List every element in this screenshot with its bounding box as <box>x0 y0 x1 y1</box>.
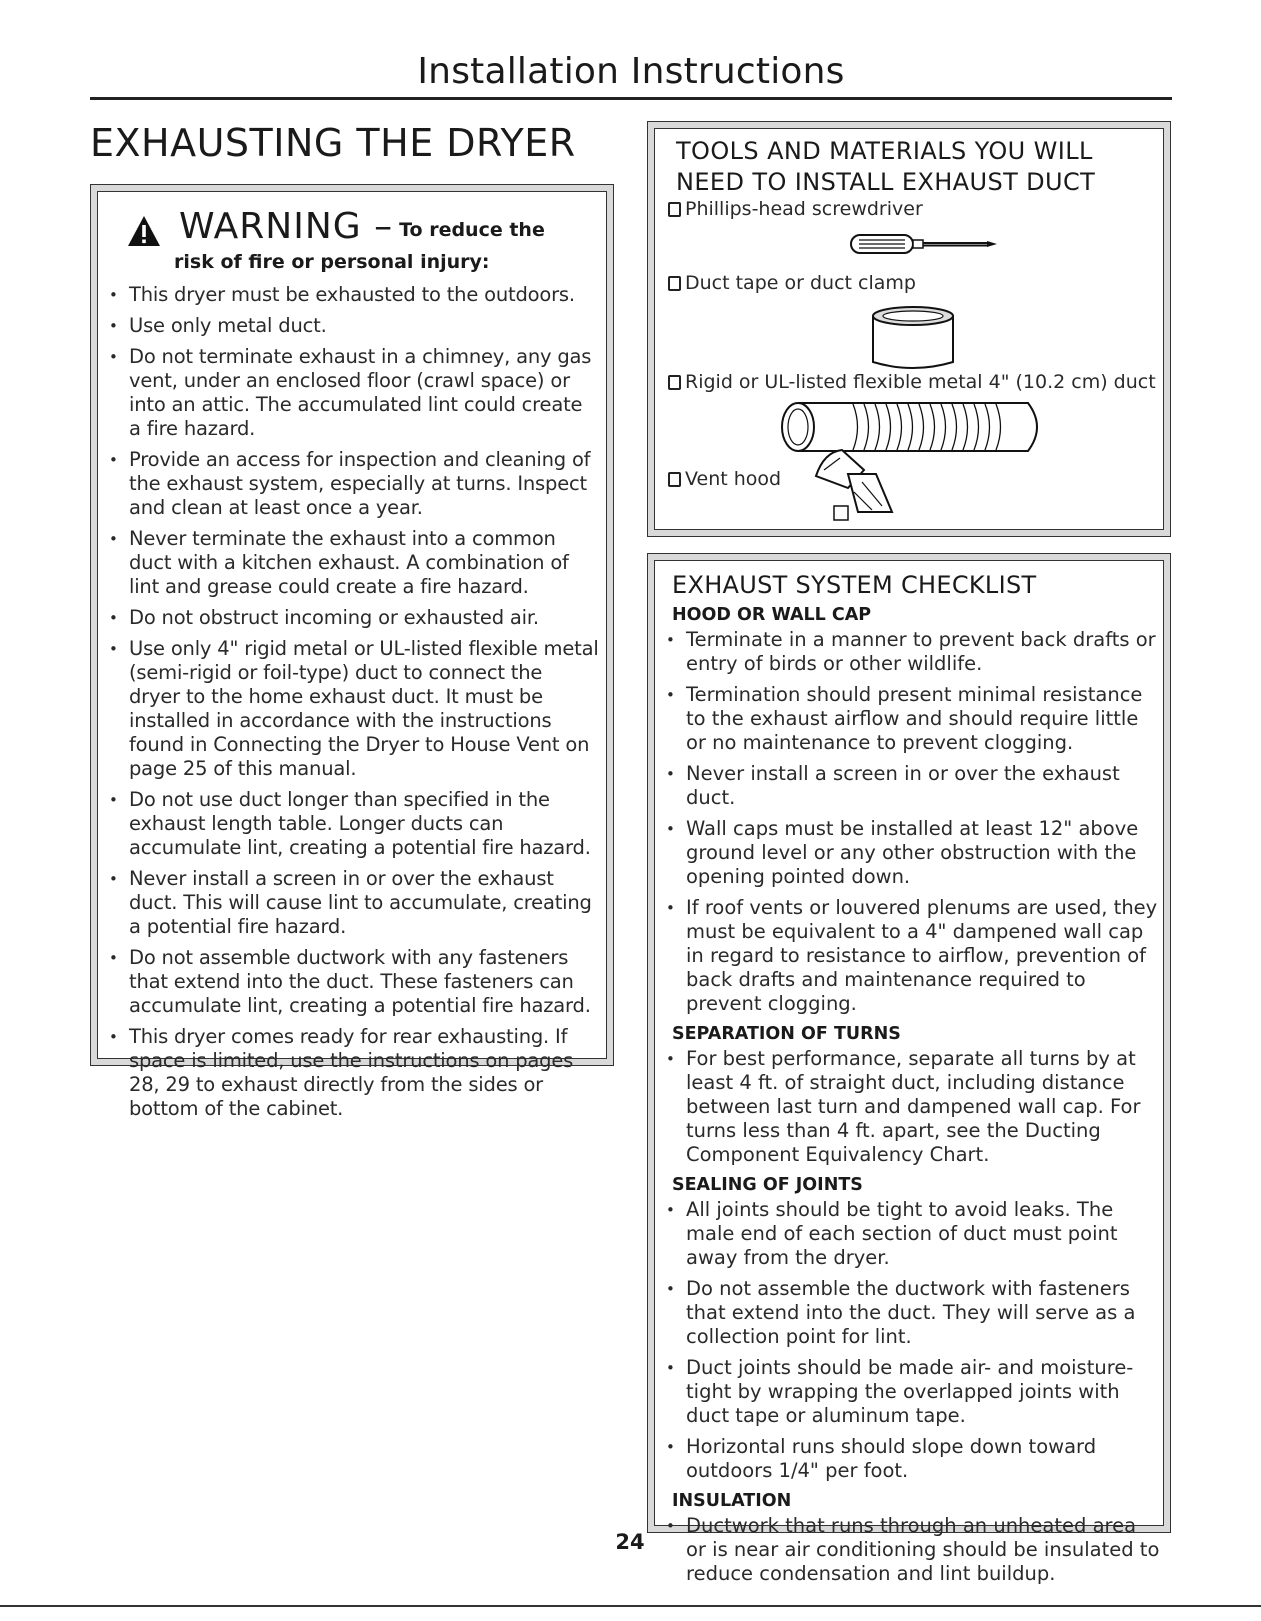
checklist-heading: SEPARATION OF TURNS <box>672 1024 901 1044</box>
warning-item: • Do not use duct longer than specified in the exhaust length table. Longer ducts can accumulate lint, creating a potential fire hazard. <box>97 788 599 860</box>
warning-item: • Provide an access for inspection and cleaning of the exhaust system, especially at turns. Inspect and clean at least once a year. <box>97 448 599 520</box>
checklist-item: • Wall caps must be installed at least 12" above ground level or any other obstruction with the opening pointed down. <box>654 817 1160 889</box>
checkbox-icon <box>668 276 681 291</box>
warning-item: • Use only 4" rigid metal or UL-listed flexible metal (semi-rigid or foil-type) duct to connect the dryer to the home exhaust duct. It must be installed in accordance with the instructions found in Connecting the Dryer to House Vent on page 25 of this manual. <box>97 637 599 781</box>
checkbox-icon <box>668 375 681 390</box>
checklist-item: • All joints should be tight to avoid leaks. The male end of each section of duct must point away from the dryer. <box>654 1198 1160 1270</box>
tool-item-flexible-duct <box>668 371 1156 393</box>
warning-heading <box>127 205 545 255</box>
duct-tape-icon <box>870 304 956 374</box>
checklist-heading: HOOD OR WALL CAP <box>672 605 872 625</box>
screwdriver-icon <box>849 229 999 259</box>
checklist-title: EXHAUST SYSTEM CHECKLIST <box>672 571 1037 599</box>
checklist-item: • Horizontal runs should slope down toward outdoors 1/4" per foot. <box>654 1435 1160 1483</box>
warning-triangle-icon <box>127 215 161 247</box>
checklist-item: • For best performance, separate all turns by at least 4 ft. of straight duct, including distance between last turn and dampened wall cap. For turns less than 4 ft. apart, see the Ducting Component Equivalency Chart. <box>654 1047 1160 1167</box>
checklist-item: • Do not assemble the ductwork with fasteners that extend into the duct. They will serve as a collection point for lint. <box>654 1277 1160 1349</box>
tool-label: Phillips-head screwdriver <box>685 198 923 220</box>
checklist-item: • If roof vents or louvered plenums are used, they must be equivalent to a 4" dampened wall cap in regard to resistance to airflow, prevention of back drafts and maintenance required to prevent clogging. <box>654 896 1160 1016</box>
tool-label: Rigid or UL-listed flexible metal 4" (10.2 cm) duct <box>685 371 1156 393</box>
warning-word: WARNING – <box>179 206 394 247</box>
checklist-heading: INSULATION <box>672 1491 792 1511</box>
checklist-item: • Ductwork that runs through an unheated area or is near air conditioning should be insulated to reduce condensation and lint buildup. <box>654 1514 1160 1586</box>
tool-item-duct-tape <box>668 272 916 294</box>
checklist-box <box>647 553 1171 1585</box>
checklist-list <box>654 1047 1160 1167</box>
tool-label: Vent hood <box>685 468 782 490</box>
checkbox-icon <box>668 472 681 487</box>
tools-title-line1: TOOLS AND MATERIALS YOU WILL <box>676 137 1093 165</box>
checklist-item: • Terminate in a manner to prevent back drafts or entry of birds or other wildlife. <box>654 628 1160 676</box>
checklist-item: • Never install a screen in or over the exhaust duct. <box>654 762 1160 810</box>
checklist-list <box>654 628 1160 1016</box>
vent-hood-icon <box>814 446 894 522</box>
warning-subtitle-line1: To reduce the <box>399 219 545 241</box>
footer-rule <box>0 1605 1261 1607</box>
tools-title-line2: NEED TO INSTALL EXHAUST DUCT <box>676 168 1096 196</box>
checklist-item: • Termination should present minimal resistance to the exhaust airflow and should require little or no maintenance to prevent clogging. <box>654 683 1160 755</box>
tools-title <box>676 136 1095 198</box>
section-title: EXHAUSTING THE DRYER <box>90 121 576 165</box>
page-title: Installation Instructions <box>417 51 845 92</box>
checklist-list <box>654 1198 1160 1483</box>
tools-box <box>647 121 1171 537</box>
page-header <box>90 50 1172 100</box>
warning-item: • Do not terminate exhaust in a chimney, any gas vent, under an enclosed floor (crawl space) or into an attic. The accumulated lint could create a fire hazard. <box>97 345 599 441</box>
checklist-item: • Duct joints should be made air- and moisture-tight by wrapping the overlapped joints with duct tape or aluminum tape. <box>654 1356 1160 1428</box>
warning-item: • Never terminate the exhaust into a common duct with a kitchen exhaust. A combination of lint and grease could create a fire hazard. <box>97 527 599 599</box>
warning-item: • Use only metal duct. <box>97 314 599 338</box>
checklist-heading: SEALING OF JOINTS <box>672 1175 863 1195</box>
checklist-content <box>654 604 1160 1593</box>
tool-label: Duct tape or duct clamp <box>685 272 916 294</box>
checkbox-icon <box>668 202 681 217</box>
warning-item: • This dryer must be exhausted to the outdoors. <box>97 283 599 307</box>
checklist-list <box>654 1514 1160 1586</box>
warning-item: • This dryer comes ready for rear exhausting. If space is limited, use the instructions on pages 28, 29 to exhaust directly from the sides or bottom of the cabinet. <box>97 1025 599 1121</box>
warning-list <box>97 283 599 1128</box>
warning-item: • Do not assemble ductwork with any fasteners that extend into the duct. These fasteners can accumulate lint, creating a potential fire hazard. <box>97 946 599 1018</box>
tool-item-screwdriver <box>668 198 923 220</box>
tool-item-vent-hood <box>668 468 781 490</box>
page-number: 24 <box>615 1530 645 1554</box>
warning-item: • Never install a screen in or over the exhaust duct. This will cause lint to accumulate, creating a potential fire hazard. <box>97 867 599 939</box>
warning-subtitle-line2: risk of fire or personal injury: <box>174 251 490 273</box>
warning-item: • Do not obstruct incoming or exhausted air. <box>97 606 599 630</box>
warning-box <box>90 184 614 1120</box>
